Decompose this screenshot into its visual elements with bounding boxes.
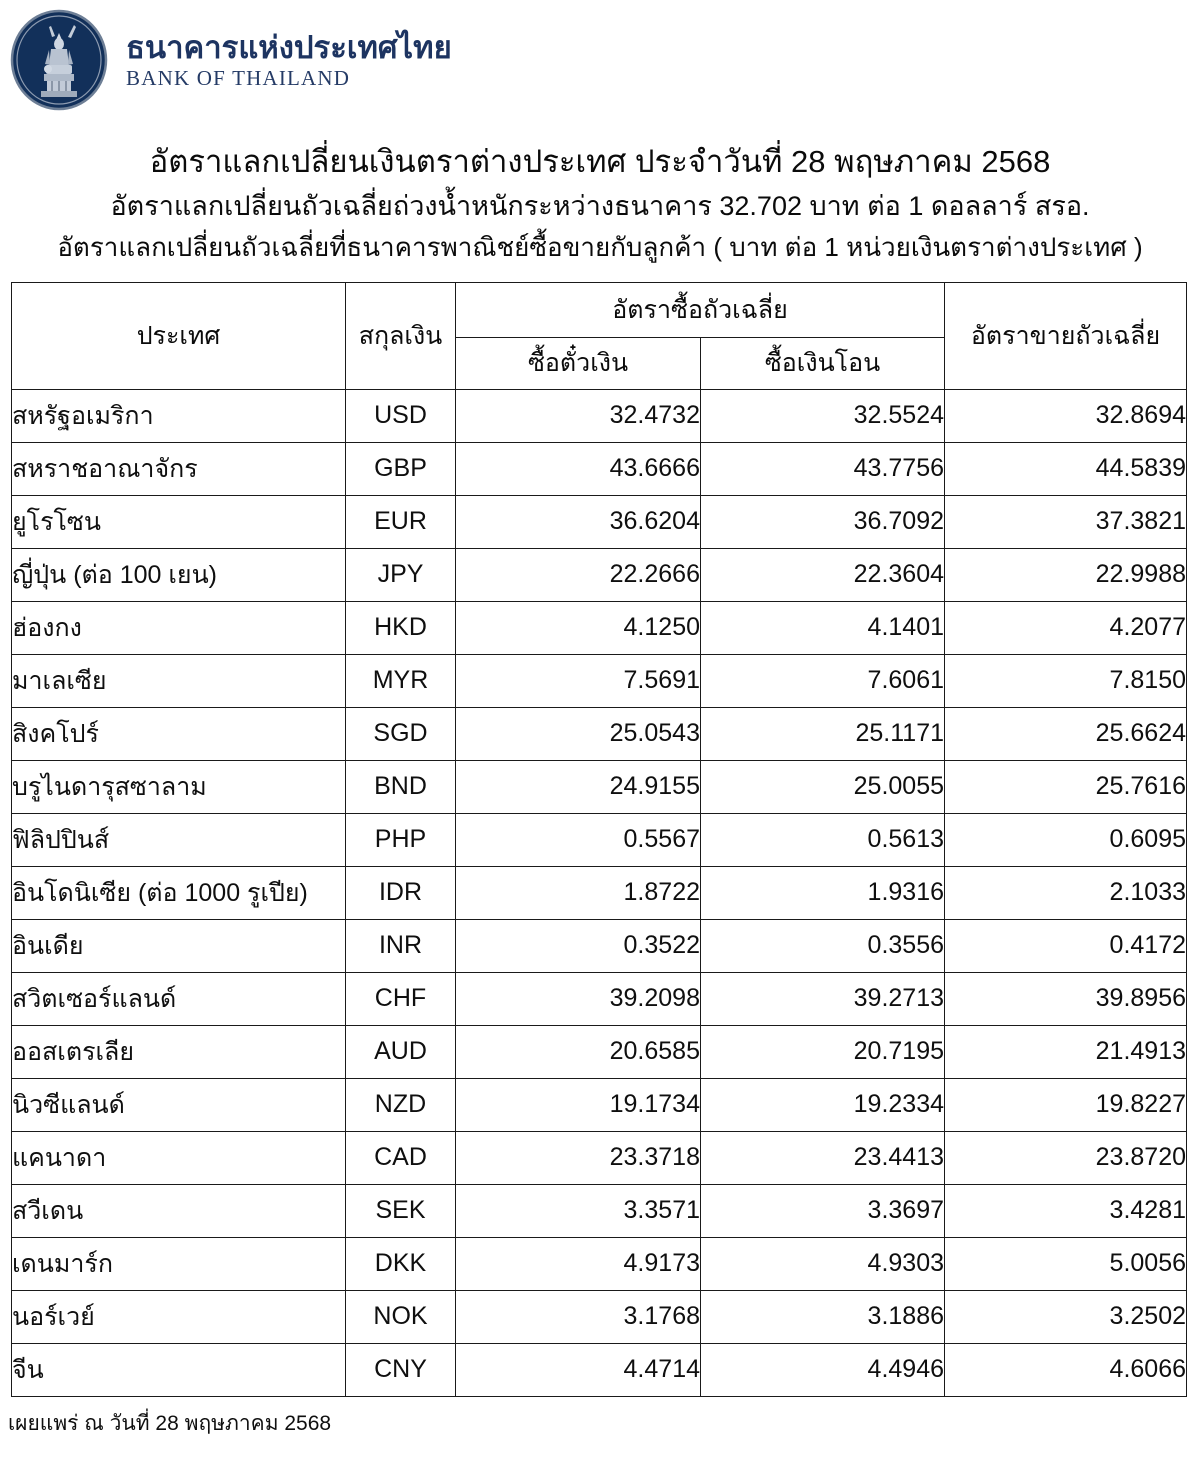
- cell-buy-note: 4.1250: [456, 601, 701, 654]
- brand-name-thai: ธนาคารแห่งประเทศไทย: [126, 29, 452, 65]
- table-row: [12, 1237, 1187, 1290]
- brand-name-english: BANK OF THAILAND: [126, 65, 351, 90]
- cell-currency: AUD: [346, 1025, 456, 1078]
- cell-sell: 5.0056: [945, 1237, 1187, 1290]
- exchange-rates-table: [11, 282, 1187, 1397]
- cell-country: สวิตเซอร์แลนด์: [12, 972, 346, 1025]
- cell-buy-note: 0.3522: [456, 919, 701, 972]
- cell-sell: 22.9988: [945, 548, 1187, 601]
- cell-sell: 4.6066: [945, 1343, 1187, 1396]
- column-header-buy-transfer: ซื้อเงินโอน: [701, 337, 945, 389]
- rates-table-container: [11, 282, 1186, 1397]
- cell-currency: CHF: [346, 972, 456, 1025]
- cell-currency: NOK: [346, 1290, 456, 1343]
- cell-buy-note: 43.6666: [456, 442, 701, 495]
- cell-currency: CAD: [346, 1131, 456, 1184]
- cell-country: ฟิลิปปินส์: [12, 813, 346, 866]
- cell-country: แคนาดา: [12, 1131, 346, 1184]
- table-row: [12, 442, 1187, 495]
- cell-buy-transfer: 0.3556: [701, 919, 945, 972]
- cell-currency: MYR: [346, 654, 456, 707]
- cell-buy-note: 3.3571: [456, 1184, 701, 1237]
- cell-currency: DKK: [346, 1237, 456, 1290]
- table-row: [12, 919, 1187, 972]
- cell-buy-note: 0.5567: [456, 813, 701, 866]
- cell-currency: INR: [346, 919, 456, 972]
- cell-buy-note: 20.6585: [456, 1025, 701, 1078]
- cell-buy-note: 32.4732: [456, 389, 701, 442]
- cell-sell: 37.3821: [945, 495, 1187, 548]
- cell-sell: 19.8227: [945, 1078, 1187, 1131]
- cell-buy-note: 36.6204: [456, 495, 701, 548]
- cell-buy-transfer: 23.4413: [701, 1131, 945, 1184]
- cell-sell: 23.8720: [945, 1131, 1187, 1184]
- cell-country: สวีเดน: [12, 1184, 346, 1237]
- brand-header: [0, 0, 1200, 112]
- cell-buy-note: 4.9173: [456, 1237, 701, 1290]
- cell-sell: 0.6095: [945, 813, 1187, 866]
- cell-country: นิวซีแลนด์: [12, 1078, 346, 1131]
- table-row: [12, 1184, 1187, 1237]
- table-row: [12, 1131, 1187, 1184]
- publication-date: เผยแพร่ ณ วันที่ 28 พฤษภาคม 2568: [8, 1411, 332, 1435]
- table-row: [12, 654, 1187, 707]
- cell-currency: IDR: [346, 866, 456, 919]
- bank-of-thailand-seal-icon: [8, 9, 110, 111]
- cell-sell: 3.4281: [945, 1184, 1187, 1237]
- column-header-buy-group: อัตราซื้อถัวเฉลี่ย: [456, 282, 945, 337]
- cell-sell: 2.1033: [945, 866, 1187, 919]
- cell-buy-note: 22.2666: [456, 548, 701, 601]
- cell-buy-note: 39.2098: [456, 972, 701, 1025]
- page-title: อัตราแลกเปลี่ยนเงินตราต่างประเทศ ประจำวันที่ 28 พฤษภาคม 2568: [149, 144, 1051, 179]
- cell-sell: 44.5839: [945, 442, 1187, 495]
- cell-buy-transfer: 3.3697: [701, 1184, 945, 1237]
- cell-buy-transfer: 4.4946: [701, 1343, 945, 1396]
- cell-country: จีน: [12, 1343, 346, 1396]
- cell-country: ฮ่องกง: [12, 601, 346, 654]
- cell-buy-transfer: 19.2334: [701, 1078, 945, 1131]
- cell-country: มาเลเซีย: [12, 654, 346, 707]
- cell-sell: 4.2077: [945, 601, 1187, 654]
- table-row: [12, 1025, 1187, 1078]
- table-row: [12, 1078, 1187, 1131]
- table-row: [12, 707, 1187, 760]
- table-row: [12, 495, 1187, 548]
- cell-currency: GBP: [346, 442, 456, 495]
- cell-currency: SEK: [346, 1184, 456, 1237]
- document-titles: [0, 142, 1200, 265]
- cell-buy-note: 25.0543: [456, 707, 701, 760]
- cell-buy-transfer: 7.6061: [701, 654, 945, 707]
- cell-sell: 21.4913: [945, 1025, 1187, 1078]
- table-row: [12, 760, 1187, 813]
- cell-buy-transfer: 25.0055: [701, 760, 945, 813]
- cell-currency: SGD: [346, 707, 456, 760]
- column-header-buy-note: ซื้อตั๋วเงิน: [456, 337, 701, 389]
- cell-currency: HKD: [346, 601, 456, 654]
- cell-currency: BND: [346, 760, 456, 813]
- cell-country: นอร์เวย์: [12, 1290, 346, 1343]
- cell-buy-transfer: 4.9303: [701, 1237, 945, 1290]
- cell-buy-transfer: 4.1401: [701, 601, 945, 654]
- column-header-sell: อัตราขายถัวเฉลี่ย: [945, 282, 1187, 389]
- cell-country: เดนมาร์ก: [12, 1237, 346, 1290]
- cell-sell: 25.7616: [945, 760, 1187, 813]
- cell-currency: USD: [346, 389, 456, 442]
- cell-country: สหรัฐอเมริกา: [12, 389, 346, 442]
- cell-buy-note: 19.1734: [456, 1078, 701, 1131]
- cell-currency: EUR: [346, 495, 456, 548]
- table-row: [12, 548, 1187, 601]
- brand-wordmark: [126, 29, 452, 90]
- cell-buy-note: 7.5691: [456, 654, 701, 707]
- cell-country: บรูไนดารุสซาลาม: [12, 760, 346, 813]
- table-row: [12, 813, 1187, 866]
- cell-buy-note: 24.9155: [456, 760, 701, 813]
- column-header-country: ประเทศ: [12, 282, 346, 389]
- cell-buy-transfer: 0.5613: [701, 813, 945, 866]
- table-row: [12, 601, 1187, 654]
- cell-buy-transfer: 36.7092: [701, 495, 945, 548]
- cell-buy-note: 1.8722: [456, 866, 701, 919]
- cell-sell: 0.4172: [945, 919, 1187, 972]
- cell-sell: 25.6624: [945, 707, 1187, 760]
- cell-buy-transfer: 43.7756: [701, 442, 945, 495]
- interbank-rate-subtitle: อัตราแลกเปลี่ยนถัวเฉลี่ยถ่วงน้ำหนักระหว่างธนาคาร 32.702 บาท ต่อ 1 ดอลลาร์ สรอ.: [110, 190, 1090, 221]
- cell-country: อินโดนิเซีย (ต่อ 1000 รูเปีย): [12, 866, 346, 919]
- header-row-primary: [12, 282, 1187, 337]
- table-body: [12, 389, 1187, 1396]
- cell-buy-transfer: 25.1171: [701, 707, 945, 760]
- table-row: [12, 1290, 1187, 1343]
- column-header-currency: สกุลเงิน: [346, 282, 456, 389]
- cell-sell: 32.8694: [945, 389, 1187, 442]
- cell-buy-note: 23.3718: [456, 1131, 701, 1184]
- cell-sell: 39.8956: [945, 972, 1187, 1025]
- cell-sell: 7.8150: [945, 654, 1187, 707]
- table-row: [12, 972, 1187, 1025]
- cell-buy-note: 3.1768: [456, 1290, 701, 1343]
- cell-sell: 3.2502: [945, 1290, 1187, 1343]
- cell-buy-transfer: 20.7195: [701, 1025, 945, 1078]
- cell-currency: NZD: [346, 1078, 456, 1131]
- cell-currency: CNY: [346, 1343, 456, 1396]
- cell-country: ออสเตรเลีย: [12, 1025, 346, 1078]
- table-row: [12, 389, 1187, 442]
- table-row: [12, 866, 1187, 919]
- cell-country: สหราชอาณาจักร: [12, 442, 346, 495]
- table-head: [12, 282, 1187, 389]
- cell-buy-transfer: 1.9316: [701, 866, 945, 919]
- cell-currency: PHP: [346, 813, 456, 866]
- cell-country: สิงคโปร์: [12, 707, 346, 760]
- cell-buy-transfer: 22.3604: [701, 548, 945, 601]
- cell-country: ญี่ปุ่น (ต่อ 100 เยน): [12, 548, 346, 601]
- cell-country: อินเดีย: [12, 919, 346, 972]
- cell-buy-note: 4.4714: [456, 1343, 701, 1396]
- table-row: [12, 1343, 1187, 1396]
- cell-buy-transfer: 39.2713: [701, 972, 945, 1025]
- cell-country: ยูโรโซน: [12, 495, 346, 548]
- cell-buy-transfer: 32.5524: [701, 389, 945, 442]
- commercial-bank-rate-subtitle: อัตราแลกเปลี่ยนถัวเฉลี่ยที่ธนาคารพาณิชย์ซื้อขายกับลูกค้า ( บาท ต่อ 1 หน่วยเงินตราต่างประเทศ ): [57, 231, 1143, 262]
- cell-currency: JPY: [346, 548, 456, 601]
- cell-buy-transfer: 3.1886: [701, 1290, 945, 1343]
